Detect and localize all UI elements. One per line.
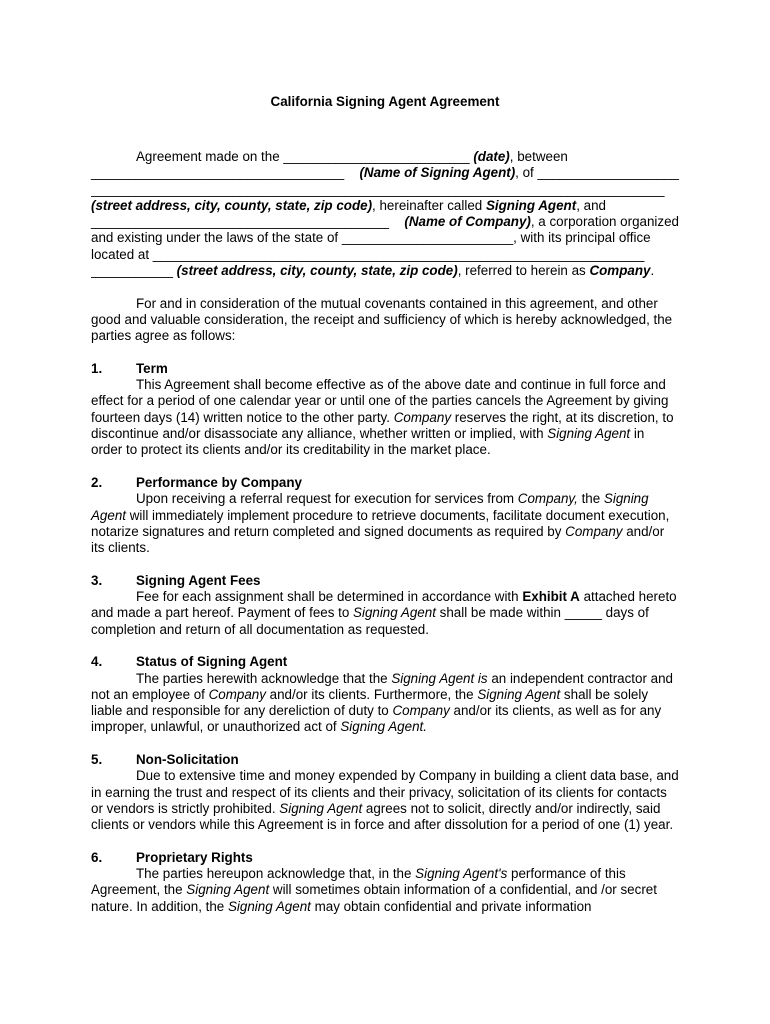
signing-agent-term: Signing Agent xyxy=(186,882,270,898)
body-text: and/or its clients, as well as for any improper, unlawful, or unauthorized act of xyxy=(91,703,662,735)
signing-agent-term: Signing Agent is xyxy=(391,670,488,686)
section-heading xyxy=(91,850,679,866)
section-heading xyxy=(91,654,679,670)
company-blank: ________________________________________ xyxy=(91,214,389,230)
section-number: 5. xyxy=(91,751,103,767)
document-title: California Signing Agent Agreement xyxy=(270,94,500,109)
date-label: (date) xyxy=(473,149,510,164)
document-page xyxy=(91,93,679,915)
body-text: Due to extensive time and money expended by Company in building a client data base, and in earning the trust and respect of its clients and their privacy, solicitation of its clients for contacts or vendors is strictly prohibited. xyxy=(91,768,679,816)
signing-agent-term: Signing Agent xyxy=(485,197,577,213)
intro-text: , referred to herein as xyxy=(457,263,590,279)
body-text: attached hereto and made a part hereof. Payment of fees to xyxy=(91,589,677,621)
consideration-paragraph: For and in consideration of the mutual covenants contained in this agreement, and other good and valuable consideration, the receipt and sufficiency of which is hereby acknowledged, the parties agree as follows: xyxy=(91,295,673,344)
company-term: Company xyxy=(589,263,651,279)
section-title: Signing Agent Fees xyxy=(136,572,261,588)
signing-agent-term: Signing Agent xyxy=(353,605,436,621)
section-non-solicitation xyxy=(91,752,679,833)
address-label: (street address, city, county, state, zip code) xyxy=(91,197,373,213)
intro-line-1 xyxy=(91,149,679,165)
body-text: an independent contractor and not an employee of xyxy=(91,670,673,702)
section-body xyxy=(91,377,679,458)
section-body xyxy=(91,589,679,638)
company-term: Company xyxy=(393,409,452,425)
company-name-label: (Name of Company) xyxy=(404,214,531,230)
body-text: performance of this Agreement, the xyxy=(91,866,626,898)
signing-agent-term: Signing Agent xyxy=(227,898,311,914)
company-term: Company xyxy=(208,686,266,702)
intro-text: , and xyxy=(576,197,606,213)
signing-agent-term: Signing Agent xyxy=(547,426,631,442)
body-text: and/or its clients. xyxy=(91,523,665,556)
section-heading xyxy=(91,752,679,768)
signing-agent-name-label: (Name of Signing Agent) xyxy=(359,165,516,181)
body-text: in order to protect its clients and/or its creditability in the market place. xyxy=(91,426,645,458)
section-number: 3. xyxy=(91,572,103,588)
section-heading xyxy=(91,475,679,491)
body-text: This Agreement shall become effective as of the above date and continue in full force and effect for a period of one calendar year or until one of the parties cancels the Agreement by giving fourteen days (14) written notice to the other party. xyxy=(91,377,669,425)
body-text: Fee for each assignment shall be determined in accordance with xyxy=(136,589,523,605)
date-blank: Agreement made on the _________________________ xyxy=(136,149,470,164)
body-text: agrees not to solicit, directly and/or indirectly, said clients or vendors while this Agreement is in force and after dissolution for a period of one (1) year. xyxy=(91,800,674,833)
address-label: (street address, city, county, state, zip code) xyxy=(176,263,458,279)
section-number: 1. xyxy=(91,360,103,376)
body-text: will sometimes obtain information of a confidential, and /or secret nature. In addition, the xyxy=(91,882,657,914)
section-body xyxy=(91,491,679,556)
company-term: Company xyxy=(392,703,450,719)
signing-agent-term: Signing Agent's xyxy=(415,866,508,882)
body-text: reserves the right, at its discretion, to discontinue and/or disassociate any alliance, whether written or implied, with xyxy=(91,409,674,442)
signing-agent-term: Signing Agent xyxy=(477,686,561,702)
intro-text: , a corporation organized xyxy=(530,214,679,230)
section-number: 6. xyxy=(91,849,103,865)
body-text: and/or its clients. Furthermore, the xyxy=(265,686,478,702)
section-title: Performance by Company xyxy=(136,474,302,490)
section-number: 4. xyxy=(91,654,103,670)
body-text: The parties hereupon acknowledge that, in the xyxy=(136,866,416,882)
intro-text: . xyxy=(650,263,655,279)
intro-line-4 xyxy=(91,198,679,214)
section-title: Proprietary Rights xyxy=(136,849,253,865)
section-fees xyxy=(91,573,679,638)
section-body xyxy=(91,866,679,915)
intro-line-8 xyxy=(91,263,679,279)
intro-line-6: and existing under the laws of the state of _______________________, with its principal office xyxy=(91,230,651,246)
body-text: Upon receiving a referral request for execution for services from xyxy=(136,491,518,507)
section-number: 2. xyxy=(91,474,103,490)
section-term xyxy=(91,361,679,459)
section-performance xyxy=(91,475,679,556)
section-title: Non-Solicitation xyxy=(136,751,239,767)
body-text: will immediately implement procedure to retrieve documents, facilitate document execution, notarize signatures and return completed and signed documents as required by xyxy=(91,507,670,539)
signing-agent-term: Signing Agent xyxy=(279,800,363,816)
section-title: Term xyxy=(136,360,168,376)
signing-agent-term: Signing Agent. xyxy=(340,719,427,735)
section-body xyxy=(91,768,679,833)
section-heading xyxy=(91,573,679,589)
exhibit-reference: Exhibit A xyxy=(522,589,580,605)
intro-text: , between xyxy=(509,149,568,164)
signing-agent-blank: __________________________________ xyxy=(91,165,345,181)
agreement-intro xyxy=(91,149,679,279)
body-text: The parties herewith acknowledge that the xyxy=(136,670,392,686)
signing-agent-term: Signing Agent xyxy=(91,491,649,523)
body-text: the xyxy=(577,491,604,507)
section-title: Status of Signing Agent xyxy=(136,654,288,670)
intro-line-7: located at __________________________________________________________________ xyxy=(91,246,645,262)
section-proprietary-rights xyxy=(91,850,679,915)
intro-line-3: _____________________________________________________________________________ xyxy=(91,181,665,197)
address-blank: ___________ xyxy=(91,263,173,279)
intro-line-2 xyxy=(91,165,679,181)
section-status xyxy=(91,654,679,735)
company-term: Company, xyxy=(517,491,578,507)
body-text: may obtain confidential and private information xyxy=(310,898,592,914)
intro-text: , hereinafter called xyxy=(372,197,486,213)
intro-text: , of ___________________ xyxy=(515,165,679,181)
intro-line-5 xyxy=(91,214,679,230)
company-term: Company xyxy=(565,523,623,539)
body-text: shall be solely liable and responsible for any dereliction of duty to xyxy=(91,686,649,719)
section-body xyxy=(91,671,679,736)
body-text: shall be made within _____ days of completion and return of all documentation as requested. xyxy=(91,605,649,637)
section-heading xyxy=(91,361,679,377)
